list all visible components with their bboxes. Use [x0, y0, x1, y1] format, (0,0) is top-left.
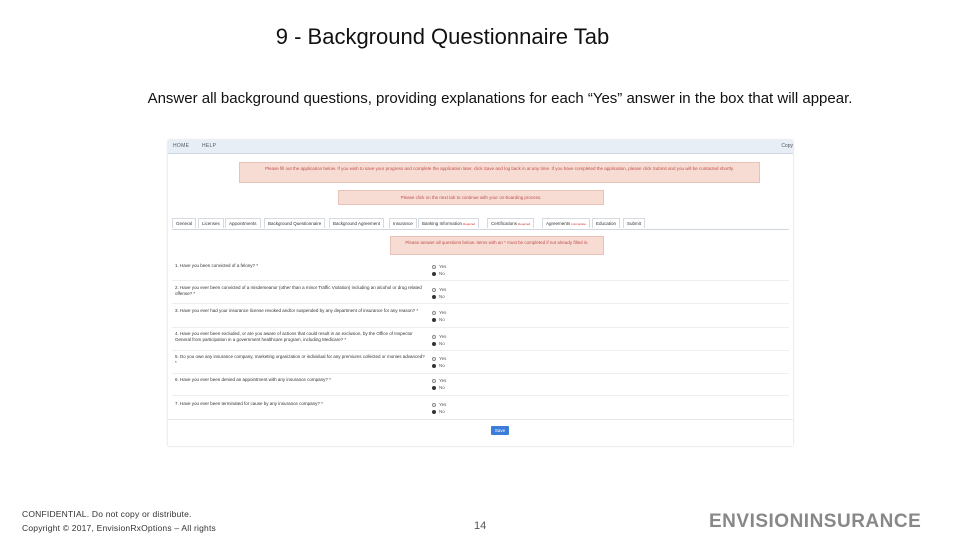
confidential-notice: CONFIDENTIAL. Do not copy or distribute. — [22, 509, 192, 519]
question-5-yes[interactable]: Yes — [432, 355, 446, 362]
question-3-yes[interactable]: Yes — [432, 309, 446, 316]
question-4-yes[interactable]: Yes — [432, 333, 446, 340]
radio-icon[interactable] — [432, 335, 436, 339]
question-6-yes[interactable]: Yes — [432, 377, 446, 384]
top-nav-bar — [168, 140, 793, 154]
question-2: 2. Have you ever been convicted of a misdemeanor (other than a minor Traffic Violation) including an alcohol or drug related offense? * — [175, 285, 422, 296]
radio-icon[interactable] — [432, 288, 436, 292]
save-notice: Please fill out the application below. If you wish to save your progress and complete the application later, click Save and log back in at any time. If you have completed the application, please click Submit and you will be contacted shortly. — [239, 162, 760, 183]
question-7-no[interactable]: No — [432, 408, 446, 415]
question-divider — [172, 373, 789, 374]
question-2-yes[interactable]: Yes — [432, 286, 446, 293]
question-divider — [172, 303, 789, 304]
question-3: 3. Have you ever had your insurance license revoked and/or suspended by any department of insurance for any reason? * — [175, 308, 419, 313]
tab-bar — [172, 218, 789, 230]
slide-title: 9 - Background Questionnaire Tab — [275, 24, 610, 49]
tab-background-questionnaire[interactable]: Background Questionnaire — [264, 218, 325, 228]
question-5-no[interactable]: No — [432, 362, 446, 369]
radio-selected-icon[interactable] — [432, 342, 436, 346]
envision-insurance-logo: ENVISIONINSURANCE — [709, 511, 922, 532]
next-tab-notice: Please click on the next tab to continue with your on-boarding process. — [338, 190, 604, 205]
tab-submit[interactable]: Submit — [623, 218, 645, 228]
save-button[interactable]: Save — [491, 426, 509, 435]
question-6-options — [432, 377, 446, 391]
radio-selected-icon[interactable] — [432, 386, 436, 390]
question-4-options — [432, 333, 446, 347]
radio-icon[interactable] — [432, 265, 436, 269]
radio-selected-icon[interactable] — [432, 364, 436, 368]
radio-selected-icon[interactable] — [432, 410, 436, 414]
slide-instruction: Answer all background questions, providing explanations for each “Yes” answer in the box that will appear. — [147, 90, 853, 107]
radio-selected-icon[interactable] — [432, 318, 436, 322]
tab-insurance[interactable]: Insurance — [389, 218, 417, 228]
tab-licenses[interactable]: Licenses — [198, 218, 224, 228]
required-fields-notice: Please answer all questions below. Items with an * must be completed if not already filled in. — [390, 236, 604, 255]
question-7-options — [432, 401, 446, 415]
tab-general[interactable]: General — [172, 218, 196, 228]
tab-certifications[interactable]: CertificationsRequired — [487, 218, 534, 228]
question-1-options — [432, 263, 446, 277]
question-4-no[interactable]: No — [432, 340, 446, 347]
question-3-options — [432, 309, 446, 323]
question-6-no[interactable]: No — [432, 384, 446, 391]
question-divider — [172, 350, 789, 351]
question-3-no[interactable]: No — [432, 316, 446, 323]
question-5-options — [432, 355, 446, 369]
tab-appointments[interactable]: Appointments — [225, 218, 261, 228]
question-7-yes[interactable]: Yes — [432, 401, 446, 408]
page-number: 14 — [474, 520, 487, 532]
tab-background-agreement[interactable]: Background Agreement — [329, 218, 384, 228]
tab-education[interactable]: Education — [592, 218, 620, 228]
question-1-yes[interactable]: Yes — [432, 263, 446, 270]
nav-right-text: Copy — [781, 143, 793, 149]
question-divider — [172, 395, 789, 396]
radio-icon[interactable] — [432, 403, 436, 407]
copyright-notice: Copyright © 2017, EnvisionRxOptions – All rights — [22, 523, 216, 533]
question-7: 7. Have you ever been terminated for cause by any insurance company? * — [175, 401, 323, 406]
question-divider — [172, 327, 789, 328]
question-1: 1. Have you been convicted of a felony? * — [175, 263, 259, 268]
question-1-no[interactable]: No — [432, 270, 446, 277]
radio-icon[interactable] — [432, 379, 436, 383]
radio-icon[interactable] — [432, 357, 436, 361]
radio-selected-icon[interactable] — [432, 295, 436, 299]
tab-agreements[interactable]: AgreementsIncomplete — [542, 218, 590, 228]
question-2-no[interactable]: No — [432, 293, 446, 300]
tab-banking-information[interactable]: Banking InformationRequired — [418, 218, 479, 228]
form-bottom-divider — [168, 419, 793, 420]
question-6: 6. Have you ever been denied an appointment with any insurance company? * — [175, 377, 331, 382]
radio-icon[interactable] — [432, 311, 436, 315]
question-2-options — [432, 286, 446, 300]
question-divider — [172, 280, 789, 281]
radio-selected-icon[interactable] — [432, 272, 436, 276]
question-4: 4. Have you ever been excluded, or are you aware of actions that could result in an exclusion, by the Office of Inspector General from participation in a government healthcare program, including Medicare? * — [175, 331, 413, 342]
nav-home-link[interactable]: HOME — [173, 143, 190, 149]
application-screenshot — [168, 140, 793, 446]
question-5: 5. Do you owe any insurance company, marketing organization or individual for any premiums collected or monies advanced? * — [175, 354, 425, 365]
nav-help-link[interactable]: HELP — [202, 143, 217, 149]
